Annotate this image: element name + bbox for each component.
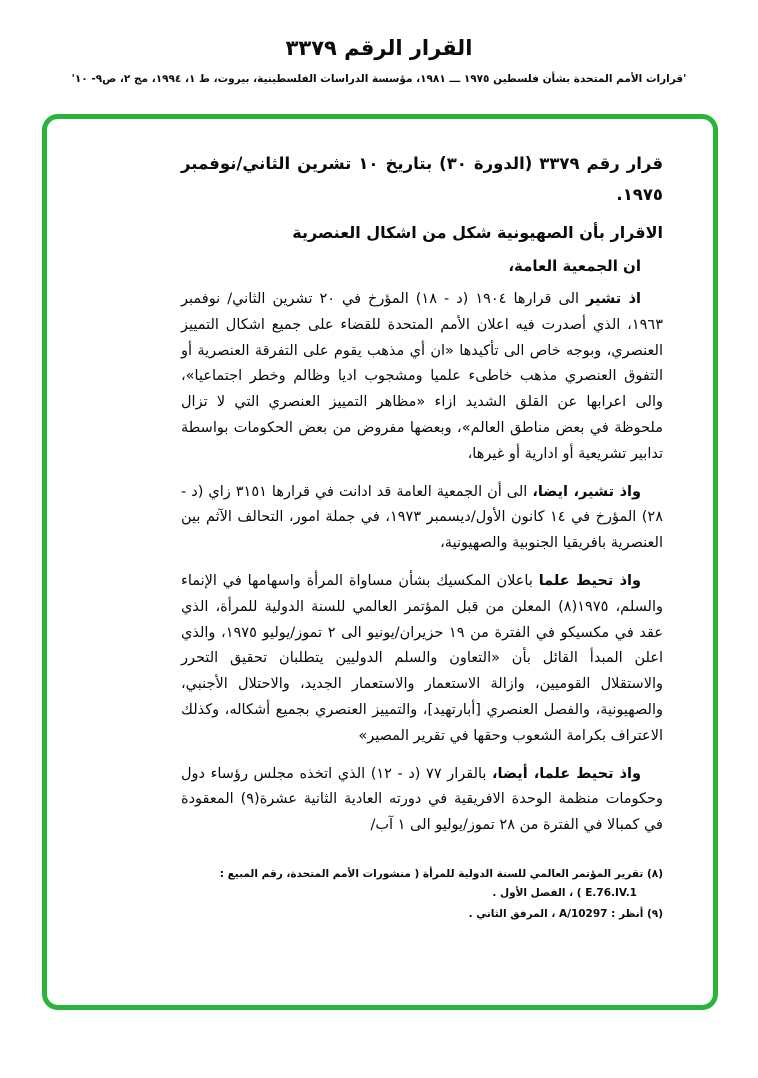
footnote-9: (٩) أنظر : A/10297 ، المرفق الثاني .	[468, 907, 663, 920]
footnotes-section	[181, 865, 663, 924]
page-header	[0, 0, 758, 85]
paragraph-taking-note	[181, 569, 663, 750]
resolution-frame	[42, 114, 718, 1010]
paragraph-recalling-also	[181, 480, 663, 557]
paragraph-text: الى أن الجمعية العامة قد ادانت في قرارها ٣١٥١ زاي (د - ٢٨) المؤرخ في ١٤ كانون الأول/ديسمبر ١٩٧٣، في جملة امور، التحالف الآثم بين العنصرية بافريقيا الجنوبية والصهيونية،	[181, 483, 663, 552]
paragraph-text: باعلان المكسيك بشأن مساواة المرأة واسهامها في الإنماء والسلم، ١٩٧٥(٨) المعلن من قبل المؤتمر العالمي للسنة الدولية للمرأة، الذي عقد في مكسيكو في الفترة من ١٩ حزيران/يونيو الى ٢ تموز/يوليو ١٩٧٥، والذي اعلن المبدأ القائل بأن «التعاون والسلم الدوليين يتطلبان تحقيق التحرر والاستقلال القوميين، وازالة الاستعمار والاستعمار الجديد، والاحتلال الأجنبي، والصهيونية، والفصل العنصري [أبارتهيد]، والتمييز العنصري بجميع أشكاله، وكذلك الاعتراف بكرامة الشعوب وحقها في تقرير المصير»	[181, 573, 664, 744]
resolution-title: قرار رقم ٣٣٧٩ (الدورة ٣٠) بتاريخ ١٠ تشرين الثاني/نوفمبر ١٩٧٥.	[181, 154, 663, 204]
document-title: القرار الرقم ٣٣٧٩	[285, 36, 473, 60]
paragraph-lead: واذ تشير، ايضا،	[532, 483, 641, 500]
paragraph-lead: واذ تحيط علما، أيضا،	[492, 765, 641, 782]
paragraph-lead: واذ تحيط علما	[538, 573, 641, 589]
footnote-8: (٨) تقرير المؤتمر العالمي للسنة الدولية للمرأة ( منشورات الأمم المتحدة، رقم المبيع : E.76.IV.1 ) ، الفصل الأول .	[219, 867, 663, 899]
source-citation: 'قرارات الأمم المتحدة بشأن فلسطين ١٩٧٥ ـــ ١٩٨١، مؤسسة الدراسات الفلسطينية، بيروت، ط ١، ١٩٩٤، مج ٢، ص٩- ١٠'	[71, 73, 687, 85]
resolution-opening: ان الجمعية العامة،	[508, 257, 641, 276]
paragraph-text: الى قرارها ١٩٠٤ (د - ١٨) المؤرخ في ٢٠ تشرين الثاني/ نوفمبر ١٩٦٣، الذي أصدرت فيه اعلان الأمم المتحدة للقضاء على جميع اشكال التمييز العنصري، وبوجه خاص الى تأكيدها «ان أي مذهب يقوم على التفرقة العنصرية أو التفوق العنصري مذهب خاطىء علميا ومشجوب اديا وظالم وخطر اجتماعيا»، والى اعرابها عن القلق الشديد ازاء «مظاهر التمييز العنصري التي لا تزال ملحوظة في بعض مناطق العالم»، وبعضها مفروض من بعض الحكومات بواسطة تدابير تشريعية أو ادارية أو غيرها،	[181, 291, 663, 462]
resolution-subtitle: الاقرار بأن الصهيونية شكل من اشكال العنصرية	[292, 223, 663, 243]
paragraph-text: بالقرار ٧٧ (د - ١٢) الذي اتخذه مجلس رؤساء دول وحكومات منظمة الوحدة الافريقية في دورته العادية الثانية عشرة(٩) المعقودة في كمبالا في الفترة من ٢٨ تموز/يوليو الى ١ آب/	[181, 765, 663, 834]
paragraph-taking-note-also	[181, 762, 663, 839]
paragraph-recalling	[181, 287, 663, 468]
paragraph-lead: اذ تشير	[586, 291, 641, 308]
